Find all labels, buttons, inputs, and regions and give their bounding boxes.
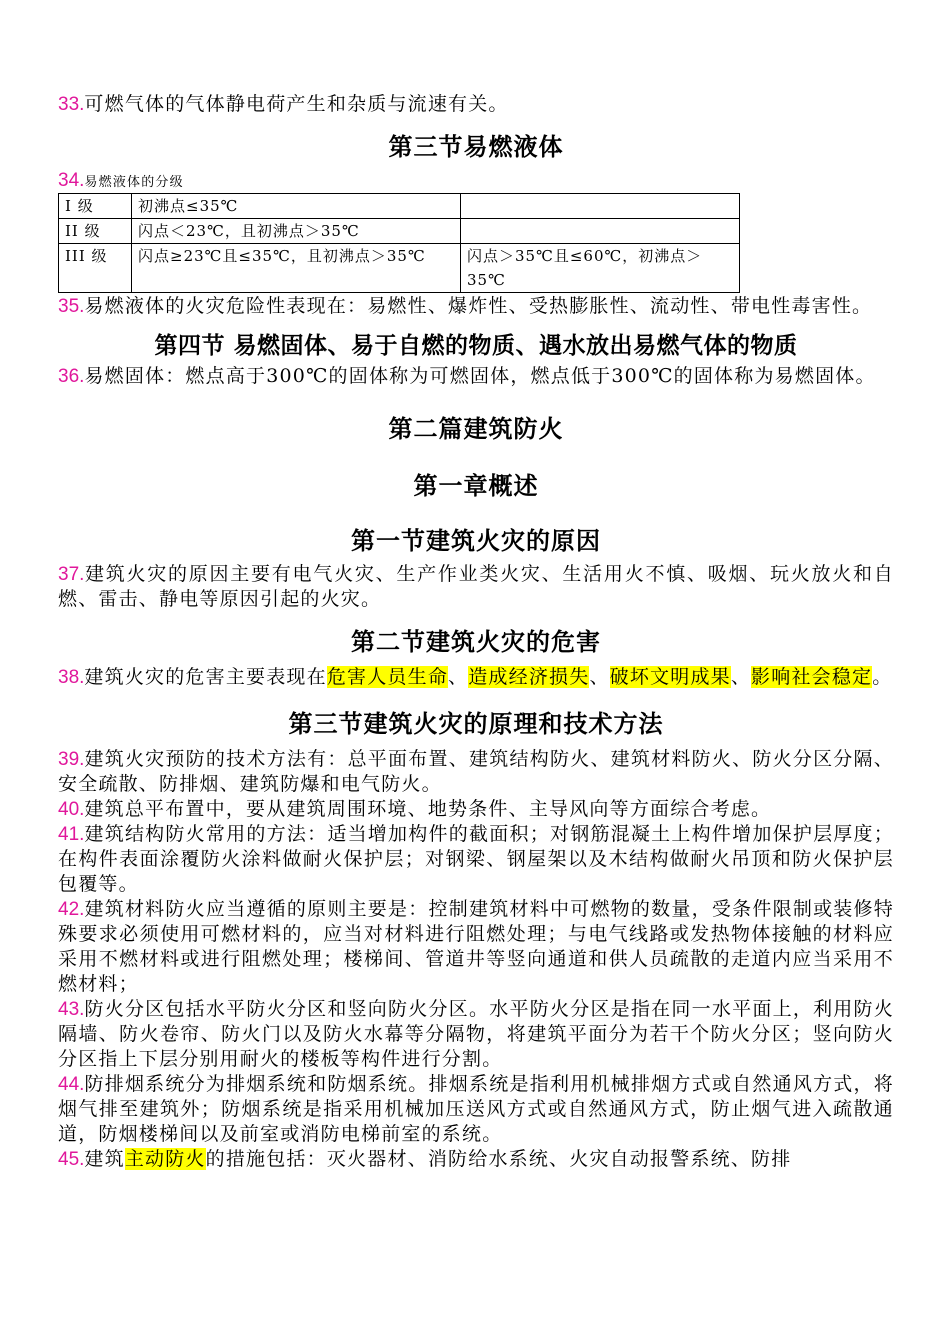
table-cell: 闪点＞35℃且≤60℃，初沸点＞35℃ xyxy=(461,244,740,293)
item-number: 36. xyxy=(58,366,85,387)
highlighted-text: 影响社会稳定 xyxy=(751,666,873,688)
separator: 、 xyxy=(448,666,469,688)
part-heading: 第二篇建筑防火 xyxy=(388,415,564,443)
table-cell: 初沸点≤35℃ xyxy=(132,194,461,219)
highlighted-text: 主动防火 xyxy=(124,1148,206,1170)
paragraph-37 xyxy=(58,562,894,612)
table-row xyxy=(59,194,740,219)
paragraph-text: 建筑材料防火应当遵循的原则主要是：控制建筑材料中可燃物的数量，受条件限制或装修特殊要求必须使用可燃材料的，应当对材料进行阻燃处理；与电气线路或发热物体接触的材料应采用不燃材料或进行阻燃处理；楼梯间、管道井等竖向通道和供人员疏散的走道内应当采用不燃材料； xyxy=(58,898,894,995)
paragraph-34 xyxy=(58,170,894,193)
paragraph-text: 防火分区包括水平防火分区和竖向防火分区。水平防火分区是指在同一水平面上，利用防火隔墙、防火卷帘、防火门以及防火水幕等分隔物，将建筑平面分为若干个防火分区；竖向防火分区指上下层分别用耐火的楼板等构件进行分割。 xyxy=(58,998,894,1070)
item-number: 38. xyxy=(58,667,85,688)
item-number: 37. xyxy=(58,564,85,585)
paragraph-text: 易燃液体的分级 xyxy=(84,175,184,190)
paragraph-text: 建筑结构防火常用的方法：适当增加构件的截面积；对钢筋混凝土上构件增加保护层厚度；在构件表面涂覆防火涂料做耐火保护层；对钢梁、钢屋架以及木结构做耐火吊顶和防火保护层包覆等。 xyxy=(58,823,894,895)
section-heading: 第四节 易燃固体、易于自燃的物质、遇水放出易燃气体的物质 xyxy=(154,333,798,359)
paragraph-text: 建筑火灾预防的技术方法有：总平面布置、建筑结构防火、建筑材料防火、防火分区分隔、安全疏散、防排烟、建筑防爆和电气防火。 xyxy=(58,748,894,795)
paragraph-35 xyxy=(58,294,894,319)
paragraph-41 xyxy=(58,822,894,897)
document-page xyxy=(58,92,894,1172)
highlighted-text: 破坏文明成果 xyxy=(609,666,731,688)
item-number: 43. xyxy=(58,999,85,1020)
table-cell: 闪点＜23℃，且初沸点＞35℃ xyxy=(132,219,461,244)
paragraph-text: 建筑总平布置中，要从建筑周围环境、地势条件、主导风向等方面综合考虑。 xyxy=(84,798,772,820)
section-heading: 第三节建筑火灾的原理和技术方法 xyxy=(288,710,664,738)
paragraph-text: 防排烟系统分为排烟系统和防烟系统。排烟系统是指利用机械排烟方式或自然通风方式，将烟气排至建筑外；防烟系统是指采用机械加压送风方式或自然通风方式，防止烟气进入疏散通道，防烟楼梯间以及前室或消防电梯前室的系统。 xyxy=(58,1073,894,1145)
paragraph-38 xyxy=(58,665,894,690)
paragraph-39 xyxy=(58,747,894,797)
paragraph-text: 易燃液体的火灾危险性表现在：易燃性、爆炸性、受热膨胀性、流动性、带电性毒害性。 xyxy=(84,295,873,317)
table-cell: 闪点≥23℃且≤35℃，且初沸点＞35℃ xyxy=(132,244,461,293)
paragraph-text: 建筑 xyxy=(84,1148,125,1170)
paragraph-45 xyxy=(58,1147,894,1172)
chapter-heading: 第一章概述 xyxy=(413,472,539,500)
paragraph-text: 易燃固体：燃点高于300℃的固体称为可燃固体，燃点低于300℃的固体称为易燃固体。 xyxy=(84,365,876,387)
paragraph-43 xyxy=(58,997,894,1072)
item-number: 42. xyxy=(58,899,85,920)
item-number: 34. xyxy=(58,170,85,191)
paragraph-text: 建筑火灾的原因主要有电气火灾、生产作业类火灾、生活用火不慎、吸烟、玩火放火和自燃、雷击、静电等原因引起的火灾。 xyxy=(58,563,894,610)
section-heading: 第二节建筑火灾的危害 xyxy=(351,628,601,656)
table-cell: I 级 xyxy=(59,194,132,219)
paragraph-44 xyxy=(58,1072,894,1147)
paragraph-text: 的措施包括：灭火器材、消防给水系统、火灾自动报警系统、防排 xyxy=(205,1148,792,1170)
item-number: 33. xyxy=(58,94,85,115)
section-heading: 第三节易燃液体 xyxy=(388,133,564,161)
highlighted-text: 造成经济损失 xyxy=(468,666,590,688)
table-row xyxy=(59,219,740,244)
flammable-liquid-grade-table xyxy=(58,193,740,293)
paragraph-36 xyxy=(58,364,894,389)
paragraph-text: 建筑火灾的危害主要表现在 xyxy=(84,666,327,688)
item-number: 35. xyxy=(58,296,85,317)
table-cell: II 级 xyxy=(59,219,132,244)
table-cell xyxy=(461,219,740,244)
separator: 、 xyxy=(730,666,752,688)
paragraph-42 xyxy=(58,897,894,997)
table-cell xyxy=(461,194,740,219)
item-number: 40. xyxy=(58,799,85,820)
paragraph-40 xyxy=(58,797,894,822)
item-number: 41. xyxy=(58,824,85,845)
item-number: 45. xyxy=(58,1149,85,1170)
section-heading: 第一节建筑火灾的原因 xyxy=(351,527,601,555)
highlighted-text: 危害人员生命 xyxy=(326,666,449,688)
paragraph-text: 。 xyxy=(872,666,893,688)
item-number: 44. xyxy=(58,1074,85,1095)
table-cell: III 级 xyxy=(59,244,132,293)
table-row xyxy=(59,244,740,293)
paragraph-33 xyxy=(58,92,894,117)
separator: 、 xyxy=(589,666,610,688)
paragraph-text: 可燃气体的气体静电荷产生和杂质与流速有关。 xyxy=(84,93,509,115)
item-number: 39. xyxy=(58,749,85,770)
